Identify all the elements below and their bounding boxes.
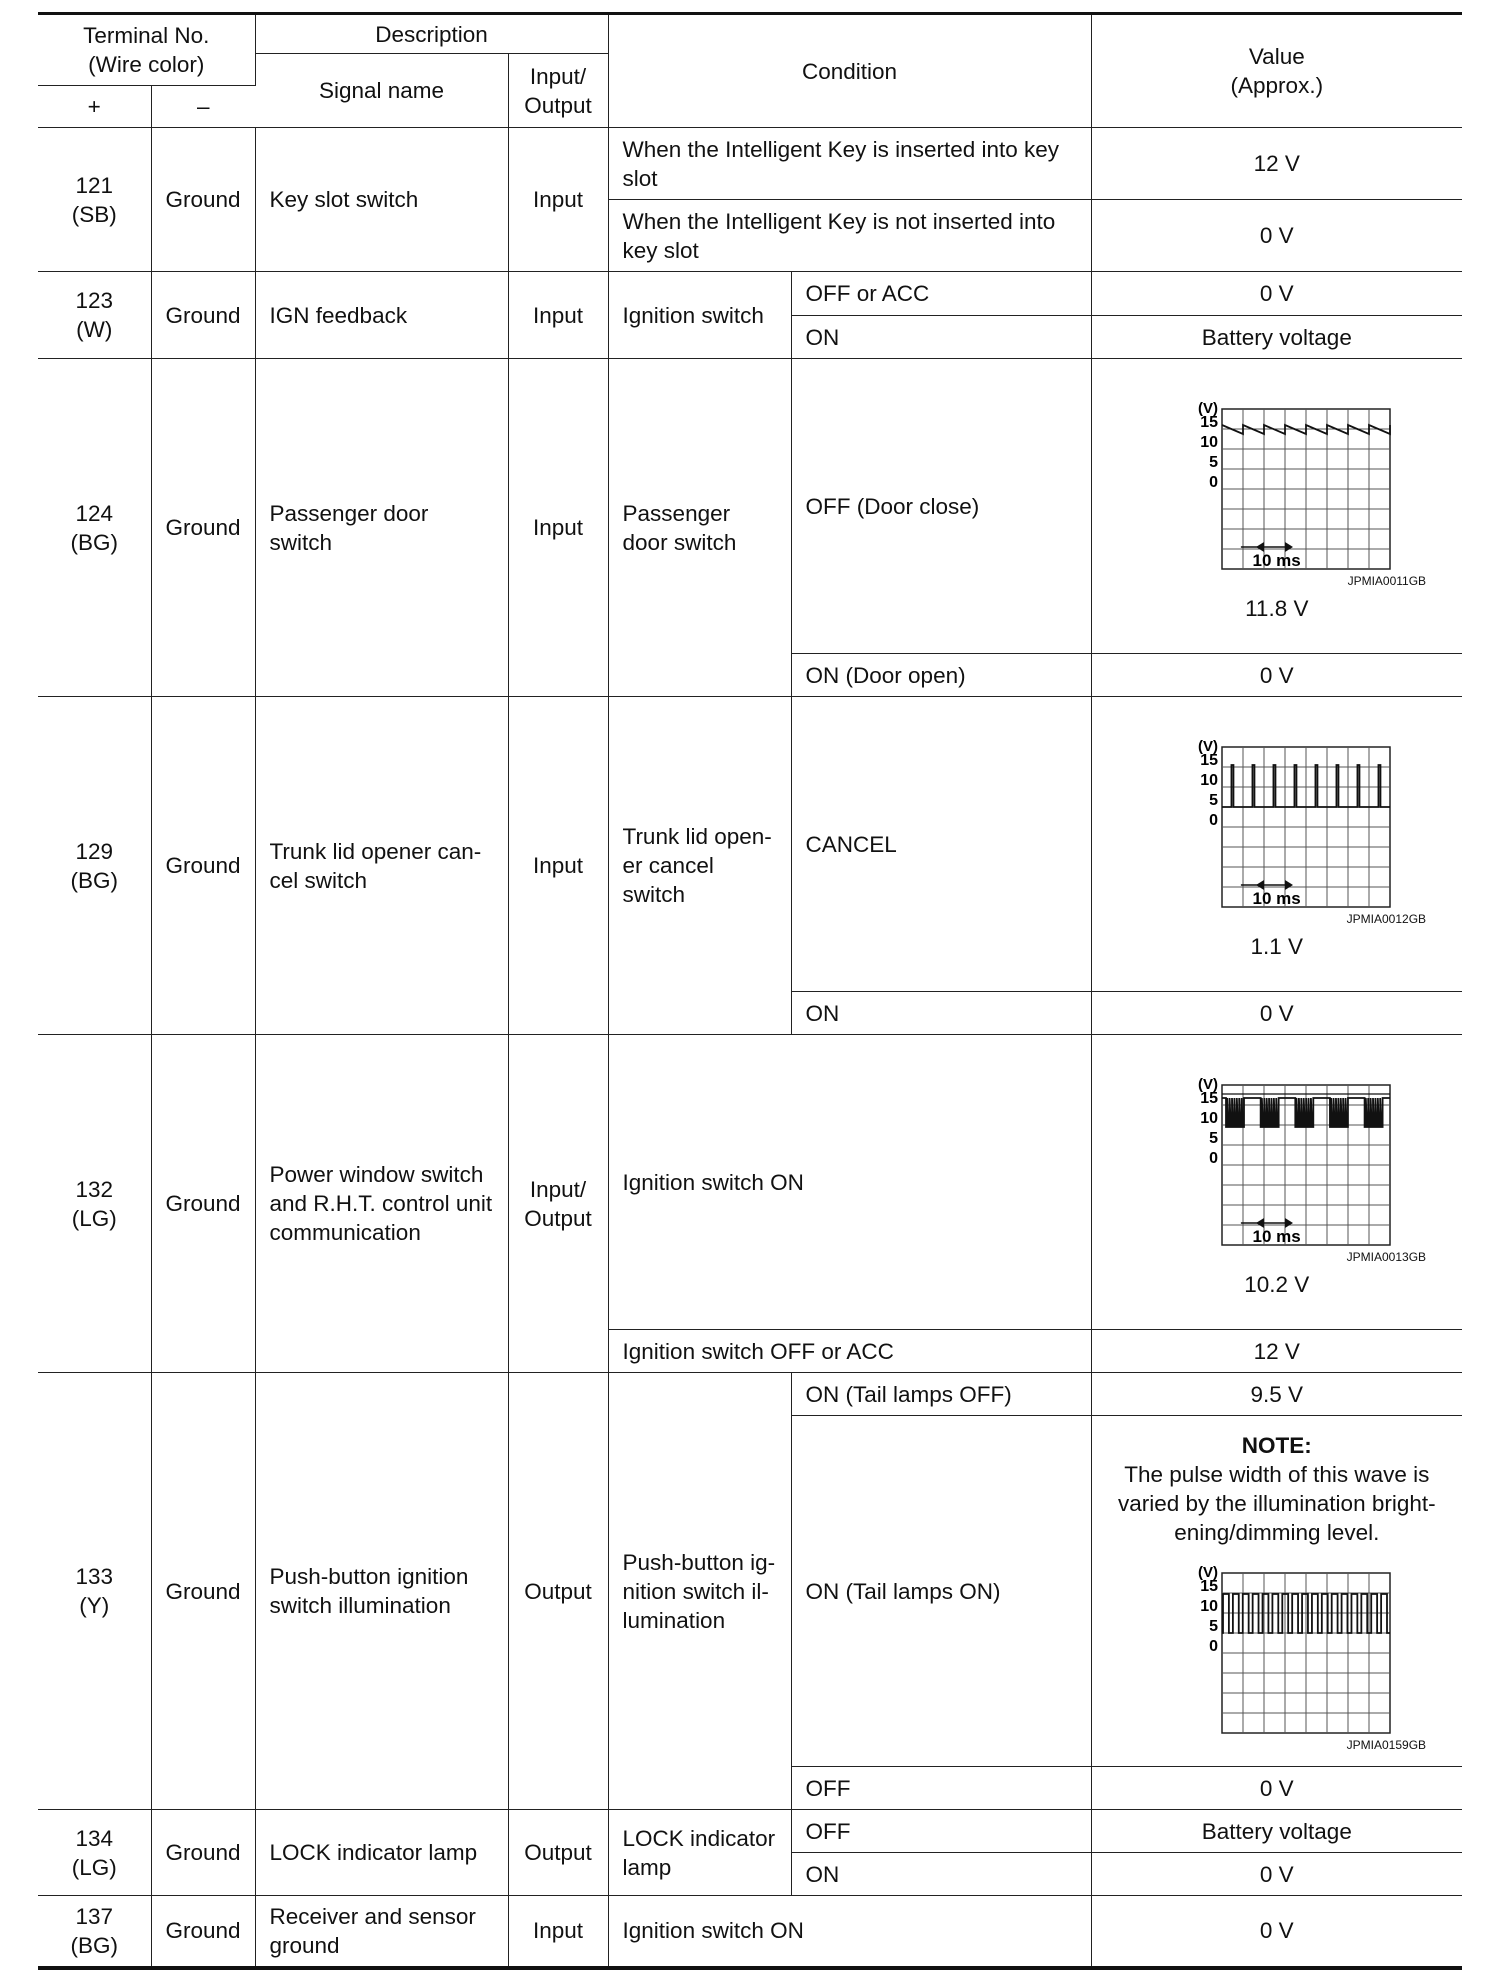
table-row (38, 697, 1462, 992)
waveform-graph (1162, 1551, 1392, 1736)
wire-color-label: (Wire color) (88, 52, 205, 77)
axis-unit: (V) (1197, 1563, 1218, 1581)
table-row (38, 359, 1462, 654)
condition-cell: Passenger door switch (608, 359, 791, 697)
ground-cell: Ground (151, 128, 255, 272)
sub-condition-cell: ON (791, 992, 1091, 1035)
condition-cell: Ignition switch (608, 272, 791, 359)
condition-cell: Push-button ig-nition switch il-lumination (608, 1373, 791, 1810)
io-cell: Input (508, 359, 608, 697)
ground-cell: Ground (151, 1896, 255, 1968)
terminal-number: 121 (SB) (38, 128, 151, 272)
value-cell: 12 V (1091, 128, 1462, 200)
axis-unit: (V) (1197, 1076, 1218, 1093)
io-cell: Output (508, 1810, 608, 1896)
io-cell: Input (508, 128, 608, 272)
waveform-grid (1222, 1573, 1390, 1733)
io-cell: Input (508, 272, 608, 359)
axis-tick-label: 15 (1200, 414, 1218, 431)
sub-condition-cell: CANCEL (791, 697, 1091, 992)
value-cell: Battery voltage (1091, 316, 1462, 359)
waveform-value-cell (1091, 359, 1462, 654)
input-output-header: Input/ Output (508, 54, 608, 128)
value-cell: 10.2 V (1244, 1272, 1310, 1297)
note-heading: NOTE: (1241, 1432, 1312, 1458)
condition-cell: Ignition switch OFF or ACC (608, 1330, 1091, 1373)
note-text: The pulse width of this wave is varied by the illumination bright-ening/dimming level. (1117, 1461, 1436, 1545)
figure-code: JPMIA0012GB (1346, 912, 1427, 926)
signal-name: Push-button ignition switch illumination (255, 1373, 508, 1810)
figure-code: JPMIA0013GB (1346, 1250, 1427, 1264)
signal-name: IGN feedback (255, 272, 508, 359)
ground-cell: Ground (151, 697, 255, 1035)
terminal-number: 134 (LG) (38, 1810, 151, 1896)
condition-cell: Ignition switch ON (608, 1035, 1091, 1330)
sub-condition-cell: ON (791, 316, 1091, 359)
terminal-no-header (38, 14, 255, 86)
value-cell: 0 V (1091, 1853, 1462, 1896)
minus-header: – (151, 86, 255, 128)
time-division-label: 10 ms (1252, 889, 1301, 908)
sub-condition-cell: OFF (791, 1810, 1091, 1853)
value-cell: 0 V (1091, 200, 1462, 272)
value-label: Value (1248, 44, 1305, 69)
axis-tick-label: 15 (1200, 1577, 1218, 1595)
ground-cell: Ground (151, 1035, 255, 1373)
axis-tick-label: 0 (1208, 1150, 1218, 1167)
axis-unit: (V) (1197, 400, 1218, 417)
sub-condition-cell: OFF (Door close) (791, 359, 1091, 654)
ground-cell: Ground (151, 359, 255, 697)
table-row (38, 128, 1462, 200)
time-division-label: 10 ms (1252, 551, 1301, 570)
sub-condition-cell: ON (791, 1853, 1091, 1896)
terminal-number: 123 (W) (38, 272, 151, 359)
io-cell: Input/ Output (508, 1035, 608, 1373)
axis-tick-label: 0 (1208, 812, 1218, 829)
signal-name: Passenger door switch (255, 359, 508, 697)
value-header (1091, 14, 1462, 128)
waveform-grid (1222, 747, 1390, 907)
axis-tick-label: 0 (1208, 474, 1218, 491)
approx-label: (Approx.) (1230, 73, 1324, 98)
condition-cell: LOCK indicator lamp (608, 1810, 791, 1896)
table-row (38, 1896, 1462, 1968)
io-cell: Input (508, 697, 608, 1035)
plus-header: + (38, 86, 151, 128)
condition-cell: Ignition switch ON (608, 1896, 1091, 1968)
condition-cell: Trunk lid open-er cancel switch (608, 697, 791, 1035)
value-cell: 12 V (1091, 1330, 1462, 1373)
axis-tick-label: 0 (1208, 1637, 1218, 1655)
description-header: Description (255, 14, 608, 54)
table-row (38, 1373, 1462, 1416)
io-cell: Output (508, 1373, 608, 1810)
signal-name: Key slot switch (255, 128, 508, 272)
axis-tick-label: 5 (1208, 1130, 1218, 1147)
waveform-graph (1162, 387, 1392, 572)
axis-unit: (V) (1197, 738, 1218, 755)
value-cell: 0 V (1091, 654, 1462, 697)
axis-tick-label: 10 (1200, 434, 1218, 451)
value-cell: Battery voltage (1091, 1810, 1462, 1853)
terminal-number: 129 (BG) (38, 697, 151, 1035)
axis-tick-label: 5 (1208, 1617, 1218, 1635)
axis-tick-label: 10 (1200, 1110, 1218, 1127)
waveform-graph (1162, 725, 1392, 910)
io-cell: Input (508, 1896, 608, 1968)
waveform-value-cell (1091, 1035, 1462, 1330)
terminal-number: 137 (BG) (38, 1896, 151, 1968)
sub-condition-cell: OFF (791, 1767, 1091, 1810)
signal-name: LOCK indicator lamp (255, 1810, 508, 1896)
figure-code: JPMIA0011GB (1347, 574, 1427, 588)
terminal-no-label: Terminal No. (83, 23, 210, 48)
terminal-number: 124 (BG) (38, 359, 151, 697)
ground-cell: Ground (151, 1810, 255, 1896)
condition-cell: When the Intelligent Key is not inserted into key slot (608, 200, 1091, 272)
sub-condition-cell: OFF or ACC (791, 272, 1091, 316)
waveform-value-cell (1091, 697, 1462, 992)
ground-cell: Ground (151, 272, 255, 359)
sub-condition-cell: ON (Tail lamps OFF) (791, 1373, 1091, 1416)
waveform-value-cell (1091, 1416, 1462, 1767)
ground-cell: Ground (151, 1373, 255, 1810)
value-cell: 9.5 V (1091, 1373, 1462, 1416)
value-cell: 11.8 V (1245, 596, 1309, 621)
axis-tick-label: 15 (1200, 1090, 1218, 1107)
value-cell: 0 V (1091, 1767, 1462, 1810)
table-row (38, 1035, 1462, 1330)
value-cell: 0 V (1091, 1896, 1462, 1968)
waveform-trace (1222, 1098, 1390, 1127)
terminal-spec-table (38, 12, 1462, 1970)
axis-tick-label: 10 (1200, 1597, 1218, 1615)
signal-name: Receiver and sensor ground (255, 1896, 508, 1968)
value-cell: 0 V (1091, 272, 1462, 316)
value-cell: 0 V (1091, 992, 1462, 1035)
axis-tick-label: 10 (1200, 772, 1218, 789)
figure-code: JPMIA0159GB (1346, 1737, 1427, 1752)
sub-condition-cell: ON (Tail lamps ON) (791, 1416, 1091, 1767)
value-cell: 1.1 V (1250, 934, 1304, 959)
axis-tick-label: 5 (1208, 454, 1218, 471)
axis-tick-label: 15 (1200, 752, 1218, 769)
signal-name-header: Signal name (255, 54, 508, 128)
table-row (38, 272, 1462, 316)
terminal-number: 133 (Y) (38, 1373, 151, 1810)
axis-tick-label: 5 (1208, 792, 1218, 809)
terminal-number: 132 (LG) (38, 1035, 151, 1373)
condition-header: Condition (608, 14, 1091, 128)
table-row (38, 1810, 1462, 1853)
waveform-graph (1162, 1063, 1392, 1248)
condition-cell: When the Intelligent Key is inserted into key slot (608, 128, 1091, 200)
signal-name: Trunk lid opener can-cel switch (255, 697, 508, 1035)
signal-name: Power window switch and R.H.T. control unit communication (255, 1035, 508, 1373)
sub-condition-cell: ON (Door open) (791, 654, 1091, 697)
time-division-label: 10 ms (1252, 1227, 1301, 1246)
